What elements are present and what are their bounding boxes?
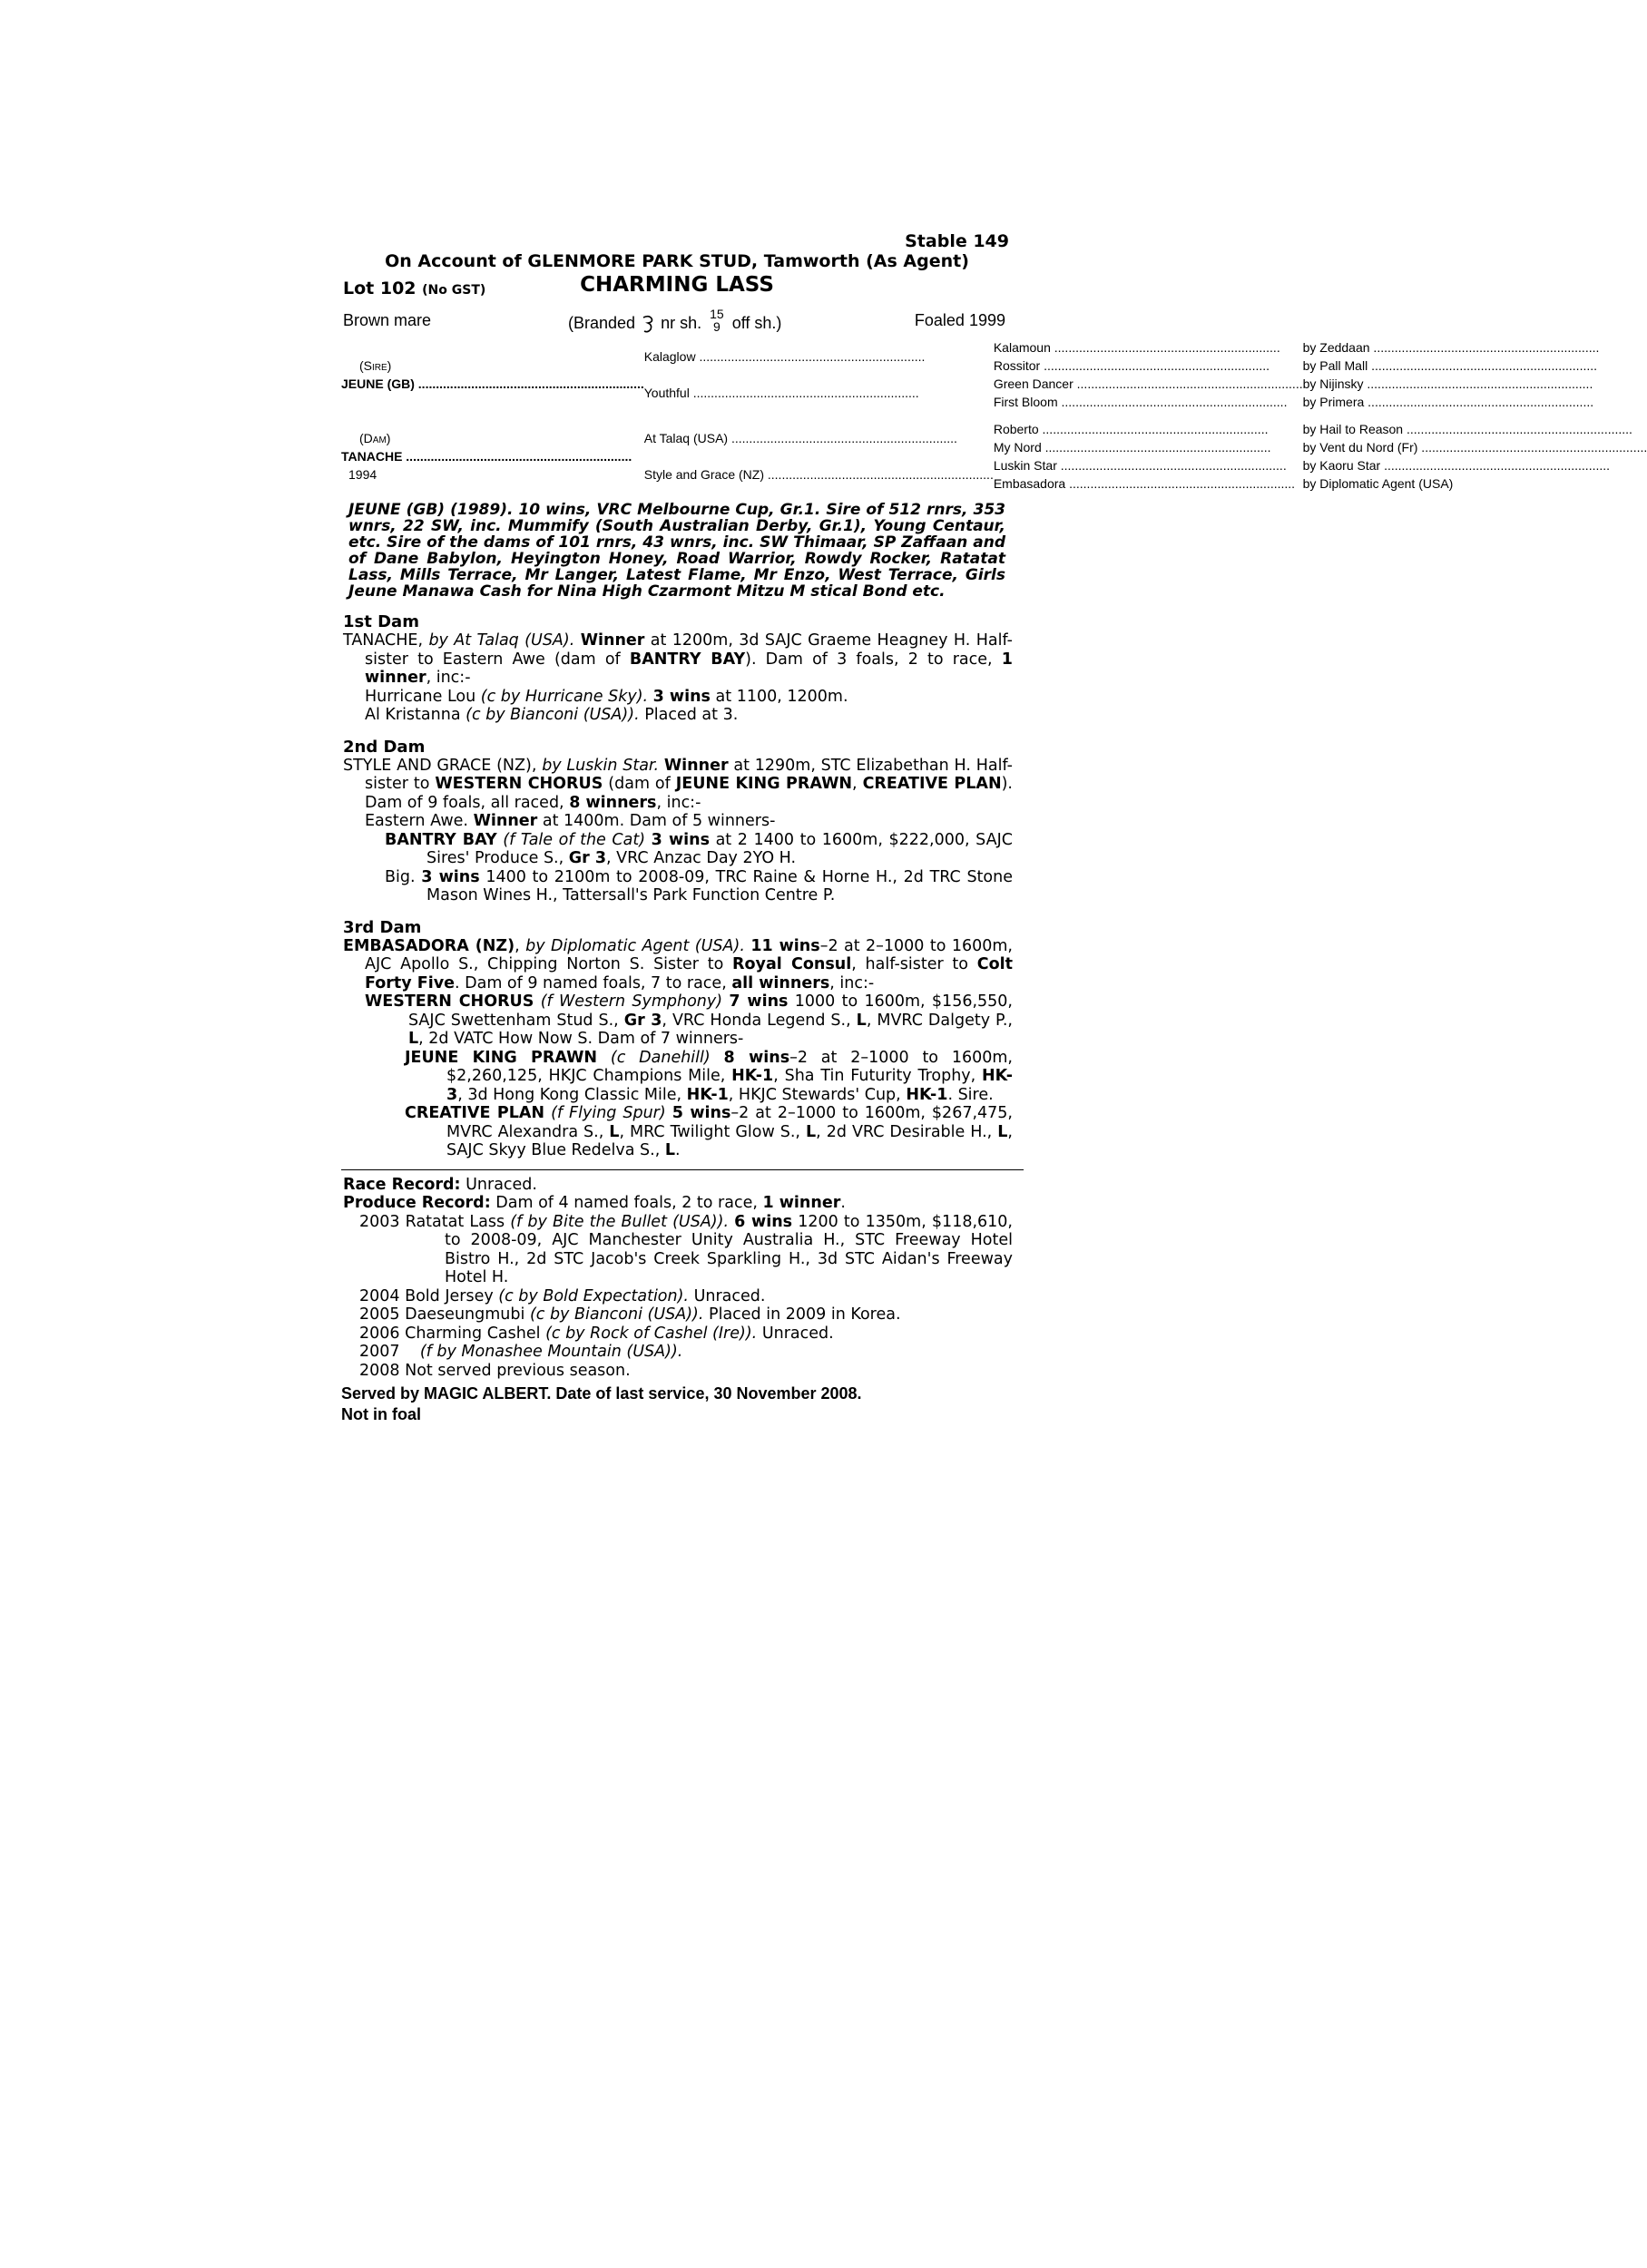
- big-entry: Big. 3 wins 1400 to 2100m to 2008-09, TRC Raine & Horne H., 2d TRC Stone Mason Wines H., Tattersall's Park Function Centre P.: [385, 867, 1013, 904]
- first-dam-heading: 1st Dam: [343, 612, 419, 631]
- second-dam-heading: 2nd Dam: [343, 737, 426, 757]
- western-chorus-entry: WESTERN CHORUS (f Western Symphony) 7 wins 1000 to 1600m, $156,550, SAJC Swettenham Stud S., Gr 3, VRC Honda Legend S., L, MVRC Dalgety P., L, 2d VATC How Now S. Dam of 7 winners-: [365, 992, 1013, 1048]
- catalogue-page: [341, 231, 1454, 1425]
- sire-label: (Sire): [359, 358, 392, 373]
- produce-2008: 2008 Not served previous season.: [359, 1361, 631, 1380]
- produce-2003: 2003 Ratatat Lass (f by Bite the Bullet (USA)). 6 wins 1200 to 1350m, $118,610, to 2008-09, AJC Manchester Unity Australia H., STC Freeway Hotel Bistro H., 2d STC Jacob's Creek Sparkling H., 3d STC Aidan's Freeway Hotel H.: [359, 1212, 1013, 1286]
- horse-name: CHARMING LASS: [580, 273, 774, 297]
- dam-cell: [341, 420, 644, 493]
- pedigree-gen2-4: Style and Grace (NZ): [643, 467, 764, 482]
- race-record: Race Record: Unraced.: [343, 1175, 537, 1194]
- sire-summary: JEUNE (GB) (1989). 10 wins, VRC Melbourne Cup, Gr.1. Sire of 512 rnrs, 353 wnrs, 22 SW, inc. Mummify (South Australian Derby, Gr.1), Young Centaur, etc. Sire of the dams of 101 rnrs, 43 wnrs, inc. SW Thimaar, SP Zaffaan and of Dane Babylon, Heyington Honey, Road Warrior, Rowdy Rocker, Ratatat Lass, Mills Terrace, Mr Langer, Latest Flame, Mr Enzo, West Terrace, Girls Jeune Manawa Cash for Nina High Czarmont Mitzu M stical Bond etc.: [348, 501, 1005, 601]
- pedigree-gen4-8: by Diplomatic Agent (USA): [1302, 476, 1454, 491]
- pedigree-gen3-2: Rossitor: [993, 358, 1041, 373]
- pedigree-gen4-6: by Vent du Nord (Fr): [1302, 440, 1418, 455]
- pedigree-gen3-5: Roberto: [993, 422, 1039, 436]
- first-dam-foal-1: Hurricane Lou (c by Hurricane Sky). 3 wins at 1100, 1200m.: [365, 687, 848, 706]
- produce-2006: 2006 Charming Cashel (c by Rock of Cashel (Ire)). Unraced.: [359, 1324, 834, 1343]
- pedigree-gen4-1: by Zeddaan: [1302, 340, 1370, 355]
- brand-mark-icon: [640, 314, 656, 334]
- dam-name: TANACHE: [341, 449, 403, 464]
- lot-number: Lot 102 (No GST): [343, 279, 486, 298]
- pedigree-table: [341, 338, 1647, 493]
- first-dam-foal-2: Al Kristanna (c by Bianconi (USA)). Placed at 3.: [365, 706, 739, 724]
- first-dam-text: TANACHE, by At Talaq (USA). Winner at 1200m, 3d SAJC Graeme Heagney H. Half-sister to Eastern Awe (dam of BANTRY BAY). Dam of 3 foals, 2 to race, 1 winner, inc:-: [343, 631, 1013, 687]
- pedigree-gen2-1: Kalaglow: [643, 349, 696, 364]
- section-divider: [341, 1169, 1024, 1170]
- pedigree-gen3-4: First Bloom: [993, 395, 1058, 409]
- gst-note: (No GST): [422, 283, 486, 298]
- pedigree-gen2-3: At Talaq (USA): [643, 431, 729, 445]
- foaled-year: Foaled 1999: [914, 311, 1005, 329]
- third-dam-text: EMBASADORA (NZ), by Diplomatic Agent (USA). 11 wins–2 at 2–1000 to 1600m, AJC Apollo S., Chipping Norton S. Sister to Royal Consul, half-sister to Colt Forty Five. Dam of 9 named foals, 7 to race, all winners, inc:-: [343, 936, 1013, 992]
- first-dam-section: [341, 612, 1013, 725]
- records-section: [341, 1176, 1013, 1381]
- brand-numbers: 15 9: [710, 307, 724, 334]
- dam-label: (Dam): [359, 431, 391, 445]
- pedigree-gen3-1: Kalamoun: [993, 340, 1051, 355]
- pedigree-gen3-8: Embasadora: [993, 476, 1066, 491]
- produce-2005: 2005 Daeseungmubi (c by Bianconi (USA)). Placed in 2009 in Korea.: [359, 1305, 901, 1324]
- produce-record: Produce Record: Dam of 4 named foals, 2 to race, 1 winner.: [343, 1194, 846, 1212]
- second-dam-text: STYLE AND GRACE (NZ), by Luskin Star. Winner at 1290m, STC Elizabethan H. Half-sister to WESTERN CHORUS (dam of JEUNE KING PRAWN, CREATIVE PLAN). Dam of 9 foals, all raced, 8 winners, inc:-: [343, 756, 1013, 812]
- pedigree-gen3-7: Luskin Star: [993, 458, 1057, 473]
- third-dam-section: [341, 918, 1013, 1160]
- pedigree-gen3-6: My Nord: [993, 440, 1042, 455]
- pedigree-gen4-4: by Primera: [1302, 395, 1365, 409]
- horse-sex: Brown mare: [343, 311, 432, 329]
- brand-row: [341, 300, 1013, 333]
- foal-status: Not in foal: [341, 1405, 421, 1423]
- produce-2004: 2004 Bold Jersey (c by Bold Expectation). Unraced.: [359, 1286, 766, 1305]
- pedigree-gen4-7: by Kaoru Star: [1302, 458, 1381, 473]
- produce-2007: 2007 (f by Monashee Mountain (USA)).: [359, 1343, 683, 1361]
- creative-plan-entry: CREATIVE PLAN (f Flying Spur) 5 wins–2 at 2–1000 to 1600m, $267,475, MVRC Alexandra S., L, MRC Twilight Glow S., L, 2d VRC Desirable H., L, SAJC Skyy Blue Redelva S., L.: [405, 1104, 1013, 1159]
- pedigree-gen4-5: by Hail to Reason: [1302, 422, 1404, 436]
- brand-description: (Branded nr sh. 15 9 off sh.): [568, 307, 782, 334]
- lot-row: [341, 271, 1013, 300]
- eastern-awe-entry: Eastern Awe. Winner at 1400m. Dam of 5 winners-: [365, 812, 776, 830]
- service-status: [341, 1383, 1013, 1425]
- pedigree-gen4-3: by Nijinsky: [1302, 376, 1364, 391]
- sire-cell: [341, 338, 644, 411]
- pedigree-gen4-2: by Pall Mall: [1302, 358, 1368, 373]
- jeune-king-prawn-entry: JEUNE KING PRAWN (c Danehill) 8 wins–2 at 2–1000 to 1600m, $2,260,125, HKJC Champions Mile, HK-1, Sha Tin Futurity Trophy, HK-3, 3d Hong Kong Classic Mile, HK-1, HKJC Stewards' Cup, HK-1. Sire.: [405, 1048, 1013, 1104]
- served-by: Served by MAGIC ALBERT. Date of last service, 30 November 2008.: [341, 1384, 862, 1403]
- vendor-account: On Account of GLENMORE PARK STUD, Tamworth (As Agent): [385, 251, 969, 271]
- bantry-bay-entry: BANTRY BAY (f Tale of the Cat) 3 wins at 2 1400 to 1600m, $222,000, SAJC Sires' Produce S., Gr 3, VRC Anzac Day 2YO H.: [385, 830, 1013, 867]
- third-dam-heading: 3rd Dam: [343, 917, 422, 937]
- pedigree-gen3-3: Green Dancer: [993, 376, 1073, 391]
- second-dam-section: [341, 738, 1013, 905]
- dam-year: 1994: [348, 467, 377, 482]
- pedigree-gen2-2: Youthful: [643, 386, 690, 400]
- sire-name: JEUNE (GB): [341, 376, 415, 391]
- stable-number: Stable 149: [905, 231, 1009, 251]
